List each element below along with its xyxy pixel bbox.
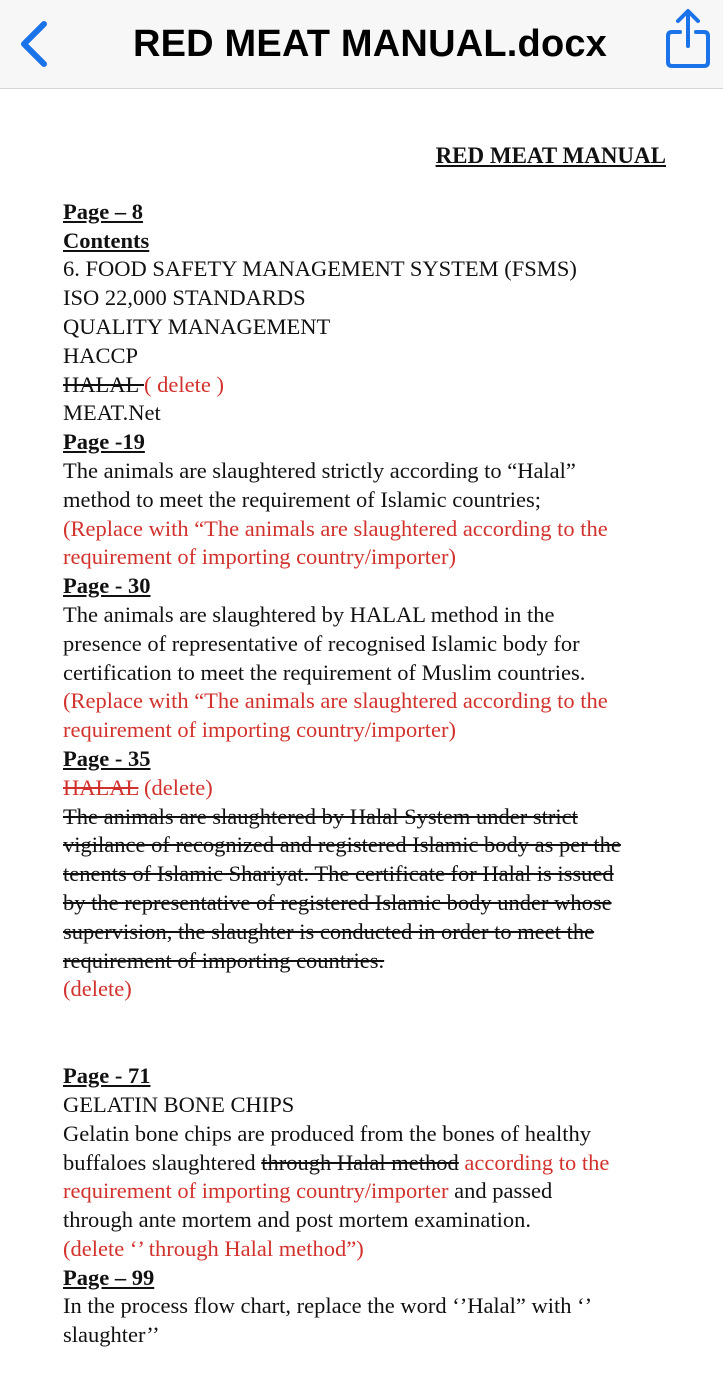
delete-note: ( delete ) bbox=[144, 371, 224, 397]
replace-note-line: (Replace with “The animals are slaughtered according to the bbox=[63, 515, 608, 541]
deleted-text: HALAL bbox=[63, 371, 145, 397]
paragraph-line: through ante mortem and post mortem examination. bbox=[63, 1207, 532, 1233]
navigation-bar bbox=[0, 0, 723, 89]
back-button[interactable] bbox=[14, 18, 54, 70]
section-subtitle: GELATIN BONE CHIPS bbox=[63, 1091, 295, 1117]
deleted-paragraph-line: The animals are slaughtered by Halal System under strict bbox=[63, 803, 578, 829]
deleted-paragraph-line: supervision, the slaughter is conducted in order to meet the bbox=[63, 918, 595, 944]
chevron-left-icon bbox=[14, 18, 54, 70]
halal-deleted-line bbox=[63, 774, 683, 803]
document-title: RED MEAT MANUAL bbox=[435, 143, 666, 168]
contents-item-deleted bbox=[63, 371, 683, 400]
deleted-paragraph-line: requirement of importing countries. bbox=[63, 947, 385, 973]
page-19-heading: Page -19 bbox=[63, 429, 145, 455]
share-button[interactable] bbox=[662, 6, 714, 72]
paragraph-line-edited bbox=[63, 1177, 683, 1206]
document-body bbox=[63, 142, 683, 1350]
page-8-heading: Page – 8 bbox=[63, 198, 143, 224]
delete-note: (delete) bbox=[138, 774, 213, 800]
deleted-text: HALAL bbox=[63, 774, 139, 800]
inserted-text: according to the bbox=[458, 1149, 610, 1175]
page-99-heading: Page – 99 bbox=[63, 1264, 155, 1290]
contents-heading: Contents bbox=[63, 227, 150, 253]
inserted-text: requirement of importing country/importer bbox=[63, 1178, 449, 1204]
deleted-paragraph-line: by the representative of registered Islamic body under whose bbox=[63, 889, 612, 915]
page-35-heading: Page - 35 bbox=[63, 745, 151, 771]
plain-text: and passed bbox=[448, 1178, 553, 1204]
contents-item: ISO 22,000 STANDARDS bbox=[63, 285, 306, 311]
page-30-heading: Page - 30 bbox=[63, 573, 151, 599]
page-71-heading: Page - 71 bbox=[63, 1063, 151, 1089]
deleted-paragraph-line: vigilance of recognized and registered Islamic body as per the bbox=[63, 832, 621, 858]
paragraph-line: The animals are slaughtered strictly according to “Halal” bbox=[63, 457, 576, 483]
document-filename: RED MEAT MANUAL.docx bbox=[132, 23, 608, 65]
paragraph-line: certification to meet the requirement of Muslim countries. bbox=[63, 659, 586, 685]
paragraph-line: Gelatin bone chips are produced from the bones of healthy bbox=[63, 1120, 591, 1146]
blank-space bbox=[63, 1004, 683, 1062]
contents-item: HACCP bbox=[63, 342, 139, 368]
paragraph-line: slaughter’’ bbox=[63, 1322, 160, 1348]
delete-note: (delete ‘’ through Halal method”) bbox=[63, 1235, 364, 1261]
paragraph-line: The animals are slaughtered by HALAL method in the bbox=[63, 601, 555, 627]
paragraph-line: method to meet the requirement of Islamic countries; bbox=[63, 486, 541, 512]
deleted-paragraph-line: tenents of Islamic Shariyat. The certificate for Halal is issued bbox=[63, 861, 614, 887]
replace-note-line: requirement of importing country/importer) bbox=[63, 544, 457, 570]
replace-note-line: requirement of importing country/importer) bbox=[63, 717, 457, 743]
share-icon bbox=[662, 6, 714, 72]
paragraph-line-edited bbox=[63, 1149, 683, 1178]
contents-item: QUALITY MANAGEMENT bbox=[63, 313, 331, 339]
contents-item: MEAT.Net bbox=[63, 400, 161, 426]
paragraph-line: presence of representative of recognised Islamic body for bbox=[63, 630, 580, 656]
delete-note: (delete) bbox=[63, 976, 132, 1002]
paragraph-line: In the process flow chart, replace the word ‘’Halal” with ‘’ bbox=[63, 1293, 593, 1319]
deleted-text: through Halal method bbox=[261, 1149, 459, 1175]
contents-item: 6. FOOD SAFETY MANAGEMENT SYSTEM (FSMS) bbox=[63, 256, 577, 282]
plain-text: buffaloes slaughtered bbox=[63, 1149, 262, 1175]
replace-note-line: (Replace with “The animals are slaughtered according to the bbox=[63, 688, 608, 714]
